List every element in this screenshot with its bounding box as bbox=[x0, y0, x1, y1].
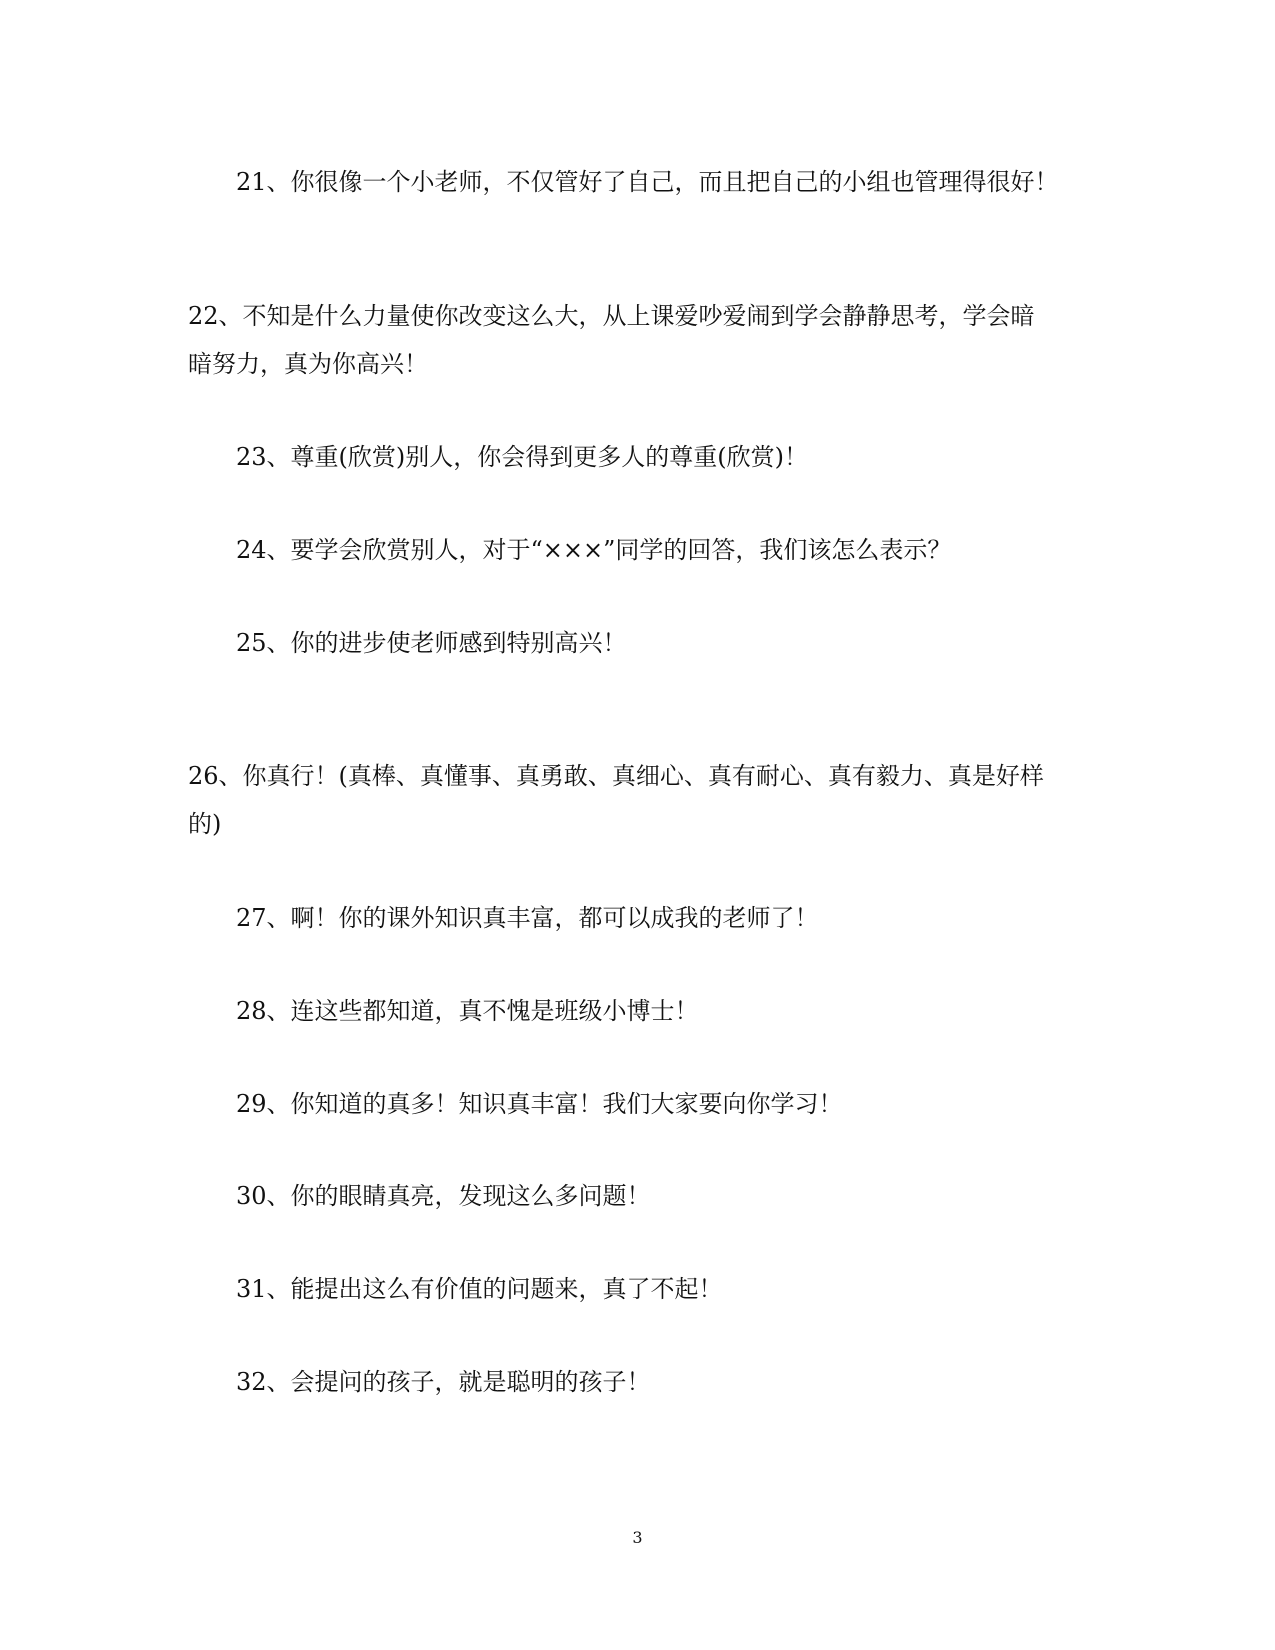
item-text: 29、你知道的真多！知识真丰富！我们大家要向你学习！ bbox=[236, 1090, 843, 1118]
item-text: 27、啊！你的课外知识真丰富，都可以成我的老师了！ bbox=[236, 904, 819, 932]
item-text: 22、不知是什么力量使你改变这么大，从上课爱吵爱闹到学会静静思考，学会暗 bbox=[188, 302, 1035, 330]
item-text-continuation: 暗努力，真为你高兴！ bbox=[188, 350, 428, 378]
item-text: 31、能提出这么有价值的问题来，真了不起！ bbox=[236, 1275, 723, 1303]
item-text: 32、会提问的孩子，就是聪明的孩子！ bbox=[236, 1368, 651, 1396]
item-text: 28、连这些都知道，真不愧是班级小博士！ bbox=[236, 997, 699, 1025]
page-number: 3 bbox=[632, 1528, 643, 1547]
item-text-continuation: 的) bbox=[188, 810, 222, 838]
item-text: 30、你的眼睛真亮，发现这么多问题！ bbox=[236, 1182, 651, 1210]
item-text: 23、尊重(欣赏)别人，你会得到更多人的尊重(欣赏)！ bbox=[236, 443, 808, 471]
item-text: 26、你真行！(真棒、真懂事、真勇敢、真细心、真有耐心、真有毅力、真是好样 bbox=[188, 762, 1044, 790]
item-text: 21、你很像一个小老师，不仅管好了自己，而且把自己的小组也管理得很好！ bbox=[236, 168, 1059, 196]
item-text: 25、你的进步使老师感到特别高兴！ bbox=[236, 629, 627, 657]
item-text: 24、要学会欣赏别人，对于“×××”同学的回答，我们该怎么表示？ bbox=[236, 536, 952, 564]
